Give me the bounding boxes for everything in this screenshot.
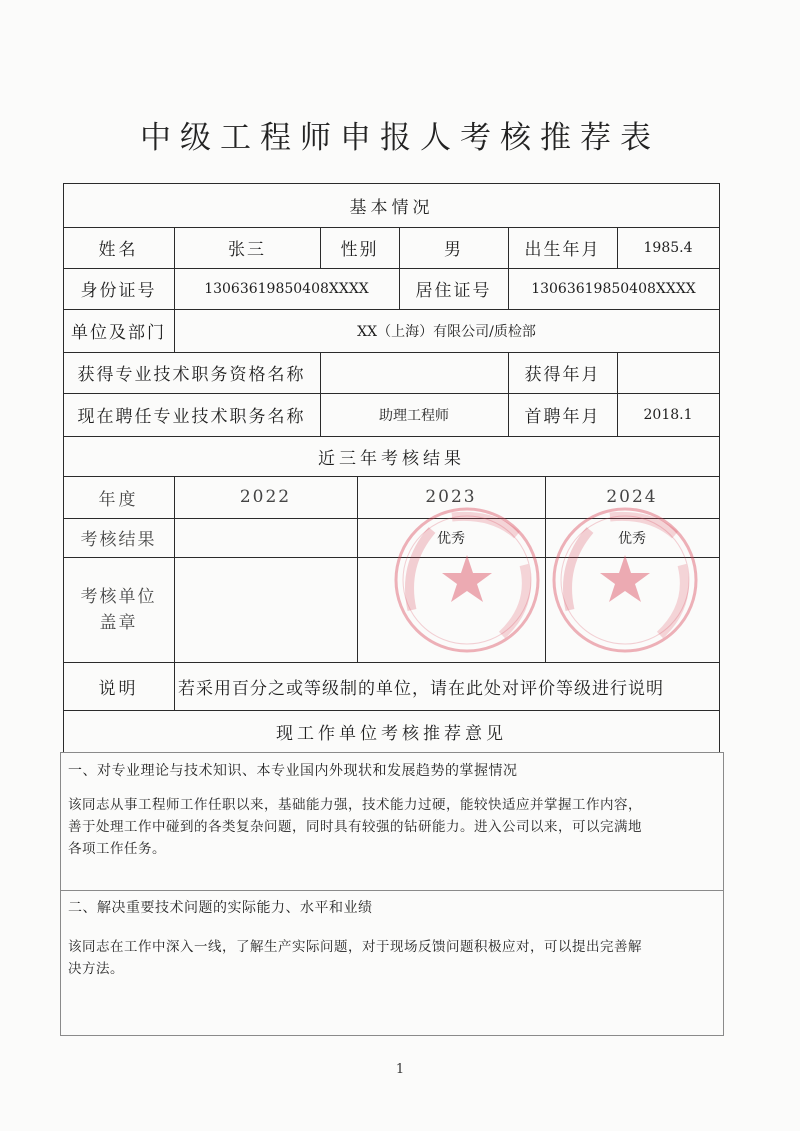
section2-body (68, 936, 718, 980)
year-2022: 2022 (239, 487, 292, 507)
section2-line2: 决方法。 (68, 961, 124, 977)
section2-line1: 该同志在工作中深入一线，了解生产实际问题，对于现场反馈问题积极应对，可以提出完善解 (68, 939, 642, 955)
birth-value: 1985.4 (643, 239, 693, 256)
page-number: 1 (395, 1062, 405, 1077)
section1-body (68, 794, 718, 860)
qualification-value (320, 352, 508, 393)
stamp-row-label (63, 557, 174, 662)
id-value: 13063619850408XXXX (204, 280, 369, 297)
residence-label: 居住证号 (415, 281, 492, 301)
unit-label: 单位及部门 (71, 323, 166, 343)
section1-line2: 善于处理工作中碰到的各类复杂问题，同时具有较强的钻研能力。进入公司以来，可以完满地 (68, 819, 642, 835)
birth-label: 出生年月 (524, 240, 601, 260)
section1-heading: 一、对专业理论与技术知识、本专业国内外现状和发展趋势的掌握情况 (68, 763, 518, 779)
result-2024: 优秀 (618, 530, 646, 547)
stamp-label-line1: 考核单位 (80, 586, 157, 607)
first-hire-value: 2018.1 (643, 406, 693, 423)
recommendation-heading: 现工作单位考核推荐意见 (276, 723, 507, 744)
unit-value: XX（上海）有限公司/质检部 (357, 323, 536, 340)
current-title-label: 现在聘任专业技术职务名称 (77, 407, 306, 427)
obtained-value (617, 352, 719, 393)
current-title-value: 助理工程师 (379, 407, 449, 424)
obtained-label: 获得年月 (524, 365, 601, 385)
section1-line3: 各项工作任务。 (68, 841, 166, 857)
result-2022 (174, 518, 357, 557)
section1-line1: 该同志从事工程师工作任职以来，基础能力强，技术能力过硬，能较快适应并掌握工作内容， (68, 797, 642, 813)
section2-heading: 二、解决重要技术问题的实际能力、水平和业绩 (68, 900, 373, 916)
id-label: 身份证号 (80, 281, 157, 301)
residence-value: 13063619850408XXXX (531, 280, 696, 297)
note-label: 说明 (98, 678, 139, 699)
year-2023: 2023 (425, 487, 477, 507)
first-hire-label: 首聘年月 (524, 407, 601, 427)
note-text: 若采用百分之或等级制的单位，请在此处对评价等级进行说明 (178, 678, 664, 699)
result-label: 考核结果 (80, 530, 157, 550)
gender-value: 男 (444, 240, 463, 260)
page-title: 中级工程师申报人考核推荐表 (140, 120, 660, 156)
year-label: 年度 (98, 489, 139, 510)
qualification-label: 获得专业技术职务资格名称 (77, 365, 306, 385)
result-2023: 优秀 (437, 530, 465, 547)
name-value: 张三 (228, 240, 266, 260)
stamp-label-line2: 盖章 (99, 612, 138, 633)
assessment-heading: 近三年考核结果 (318, 448, 465, 469)
gender-label: 性别 (340, 240, 379, 260)
basic-info-heading: 基本情况 (349, 197, 434, 218)
name-label: 姓名 (98, 240, 139, 260)
year-2024: 2024 (606, 487, 658, 507)
